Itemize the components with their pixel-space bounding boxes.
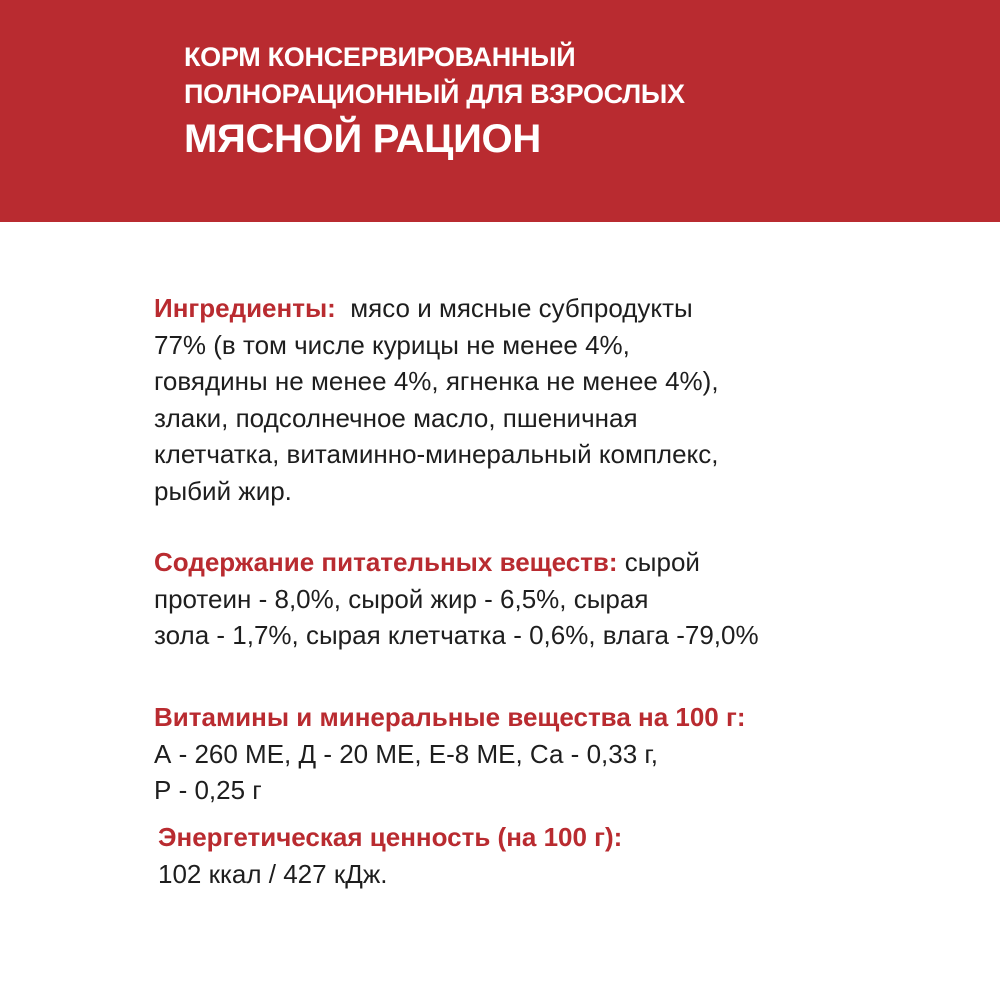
nutrients-line: зола - 1,7%, сырая клетчатка - 0,6%, влага -79,0% <box>154 620 759 650</box>
nutrients-line: сырой <box>624 547 700 577</box>
ingredients-line: рыбий жир. <box>154 475 292 506</box>
header-banner <box>0 0 1000 222</box>
ingredients-line: 77% (в том числе курицы не менее 4%, <box>154 329 630 360</box>
vitamins-line: А - 260 МЕ, Д - 20 МЕ, Е-8 МЕ, Са - 0,33 г, <box>154 738 658 769</box>
nutrients-label: Содержание питательных веществ: <box>154 547 618 577</box>
vitamins-label: Витамины и минеральные вещества на 100 г: <box>154 702 746 732</box>
vitamins-line: Р - 0,25 г <box>154 775 262 805</box>
ingredients-line: говядины не менее 4%, ягненка не менее 4%), <box>154 366 719 396</box>
energy-line: 102 ккал / 427 кДж. <box>158 858 388 889</box>
nutrients-first-line <box>154 544 874 581</box>
header-line-1: КОРМ КОНСЕРВИРОВАННЫЙ <box>184 42 576 72</box>
nutrients-line: протеин - 8,0%, сырой жир - 6,5%, сырая <box>154 583 649 614</box>
product-title: МЯСНОЙ РАЦИОН <box>184 117 541 161</box>
nutrients-section <box>154 544 874 654</box>
ingredients-first-line <box>154 290 874 327</box>
energy-label: Энергетическая ценность (на 100 г): <box>158 822 623 852</box>
vitamins-section <box>154 699 874 809</box>
ingredients-section <box>154 290 874 509</box>
header-line-2: ПОЛНОРАЦИОННЫЙ ДЛЯ ВЗРОСЛЫХ <box>184 79 685 109</box>
energy-section <box>158 819 878 892</box>
ingredients-line: клетчатка, витаминно-минеральный комплекс, <box>154 439 719 469</box>
ingredients-label: Ингредиенты: <box>154 293 336 323</box>
ingredients-line: мясо и мясные субпродукты <box>350 293 693 323</box>
ingredients-line: злаки, подсолнечное масло, пшеничная <box>154 402 638 433</box>
